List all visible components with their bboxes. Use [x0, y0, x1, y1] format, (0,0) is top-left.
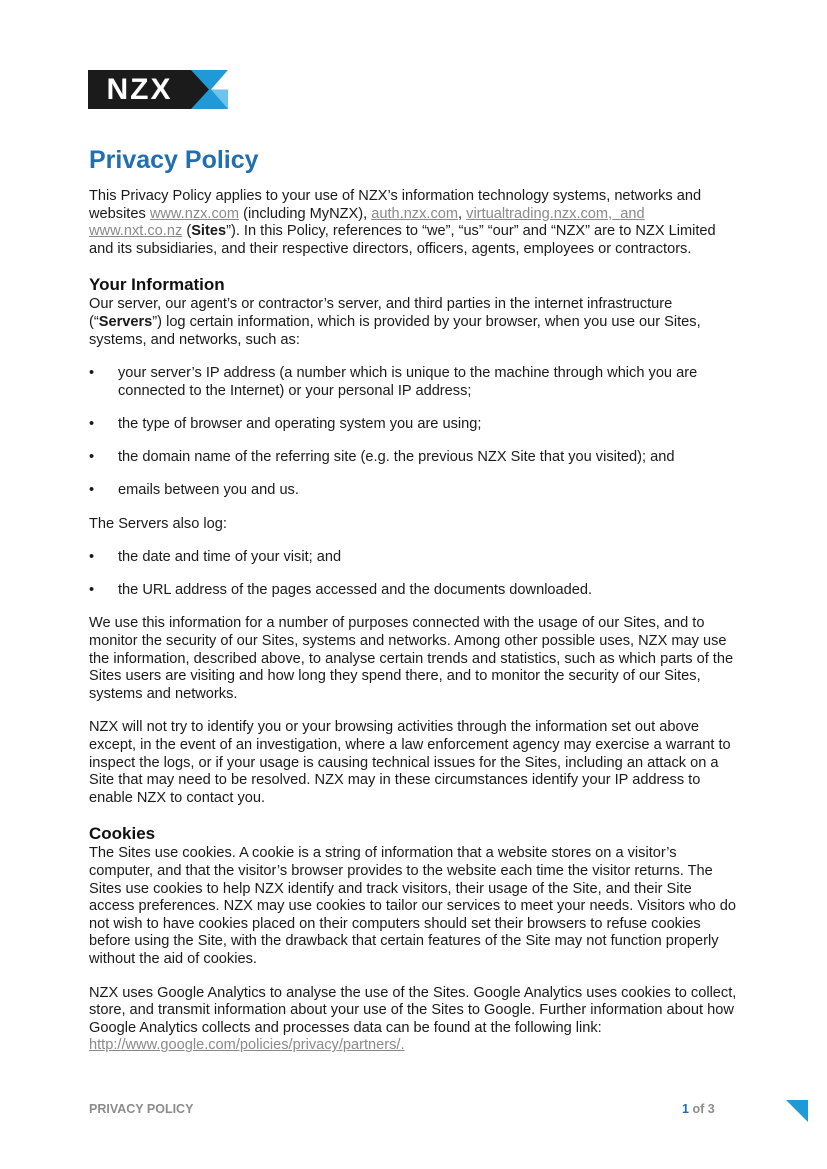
list-item [89, 582, 741, 600]
heading-cookies: Cookies [89, 824, 156, 844]
link-nzx-com[interactable]: www.nzx.com [149, 205, 240, 222]
page-title: Privacy Policy [89, 146, 259, 174]
bullet: • [89, 365, 95, 382]
document-body [89, 143, 741, 1055]
intro-text-5: ”). In this Policy, references to “we”, “us” “our” and “NZX” are to NZX Limited and its subsidiaries, and their respective directors, officers, agents, employees or contractors. [89, 223, 716, 257]
list-item [89, 416, 741, 434]
list-item [89, 549, 741, 567]
analytics-text: NZX uses Google Analytics to analyse the use of the Sites. Google Analytics uses cookies to collect, store, and transmit information about your use of the Sites to Google. Further information about how Google Analytics collects and processes data can be found at the following link: [89, 984, 737, 1036]
link-auth-nzx[interactable]: auth.nzx.com [371, 205, 459, 222]
intro-paragraph [89, 188, 741, 258]
analytics-paragraph [89, 985, 741, 1055]
servers-paragraph [89, 296, 741, 349]
bullet: • [89, 415, 95, 432]
servers-also-log: The Servers also log: [89, 515, 227, 532]
list-item-text: the URL address of the pages accessed and the documents downloaded. [118, 582, 593, 599]
list-item-text: emails between you and us. [118, 482, 299, 499]
link-virtualtrading-text[interactable]: virtualtrading.nzx.com, [466, 205, 613, 222]
page-total: of 3 [692, 1102, 715, 1116]
list-item-text: the date and time of your visit; and [118, 549, 342, 566]
intro-text-1: This Privacy Policy applies to your use of NZX’s information technology systems, networks and websites [89, 188, 702, 222]
usage-paragraph: We use this information for a number of purposes connected with the usage of our Sites, and to monitor the security of our Sites, systems and networks. Among other possible uses, NZX may use the information, described above, to analyse certain trends and statistics, such as which parts of the Sites users are visiting and how long they spend there, and to monitor the security of our Sites, systems and networks. [89, 615, 734, 702]
current-page: 1 [682, 1102, 689, 1116]
logged-info-list [89, 365, 741, 500]
list-item-text: the type of browser and operating system you are using; [118, 415, 482, 432]
identify-paragraph: NZX will not try to identify you or your browsing activities through the information set out above except, in the event of an investigation, where a law enforcement agency may exercise a warrant to inspect the logs, or if your usage is causing technical issues for the Sites, including an attack on a Site that may need to be resolved. NZX may in these circumstances identify your IP address to enable NZX to contact you. [89, 719, 731, 806]
link-virtualtrading[interactable] [466, 206, 644, 222]
footer-label: PRIVACY POLICY [89, 1102, 194, 1116]
cookies-paragraph: The Sites use cookies. A cookie is a string of information that a website stores on a visitor’s computer, and that the visitor’s browser provides to the website each time the visitor returns. The Sites use cookies to help NZX identify and track visitors, their usage of the Site, and their Site access preferences. NZX may use cookies to tailor our services to meet your needs. Visitors who do not wish to have cookies placed on their computers should set their browsers to refuse cookies before using the Site, with the drawback that certain features of the Site may not function properly without the aid of cookies. [89, 845, 737, 967]
list-item [89, 482, 741, 500]
bullet: • [89, 449, 95, 466]
also-logged-list [89, 549, 741, 600]
logo-x-icon [191, 70, 228, 109]
intro-text-4: ( [182, 223, 192, 240]
bullet: • [89, 549, 95, 566]
list-item [89, 365, 741, 400]
link-nxt-co-nz[interactable]: www.nxt.co.nz [89, 223, 183, 240]
bullet: • [89, 482, 95, 499]
page-number [682, 1102, 715, 1116]
corner-triangle-icon [786, 1100, 808, 1122]
link-and-text[interactable]: and [620, 205, 645, 222]
intro-text-3: , [458, 205, 467, 222]
list-item-text: your server’s IP address (a number which is unique to the machine through which you are connected to the Internet) or your personal IP address; [118, 365, 698, 399]
logo-text: NZX [88, 70, 191, 109]
list-item-text: the domain name of the referring site (e.g. the previous NZX Site that you visited); and [118, 449, 675, 466]
bullet: • [89, 582, 95, 599]
link-google-policy[interactable]: http://www.google.com/policies/privacy/partners/. [89, 1037, 405, 1054]
servers-term: Servers [98, 313, 153, 330]
intro-text-2: (including MyNZX), [239, 205, 372, 222]
heading-your-information: Your Information [89, 275, 225, 295]
nzx-logo [88, 70, 228, 109]
servers-text-1: Our server, our agent’s or contractor’s server, and third parties in the internet infrastructure (“ [89, 296, 673, 330]
sites-term: Sites [191, 223, 227, 240]
list-item [89, 449, 741, 467]
servers-text-2: ”) log certain information, which is provided by your browser, when you use our Sites, systems, and networks, such as: [89, 313, 701, 348]
